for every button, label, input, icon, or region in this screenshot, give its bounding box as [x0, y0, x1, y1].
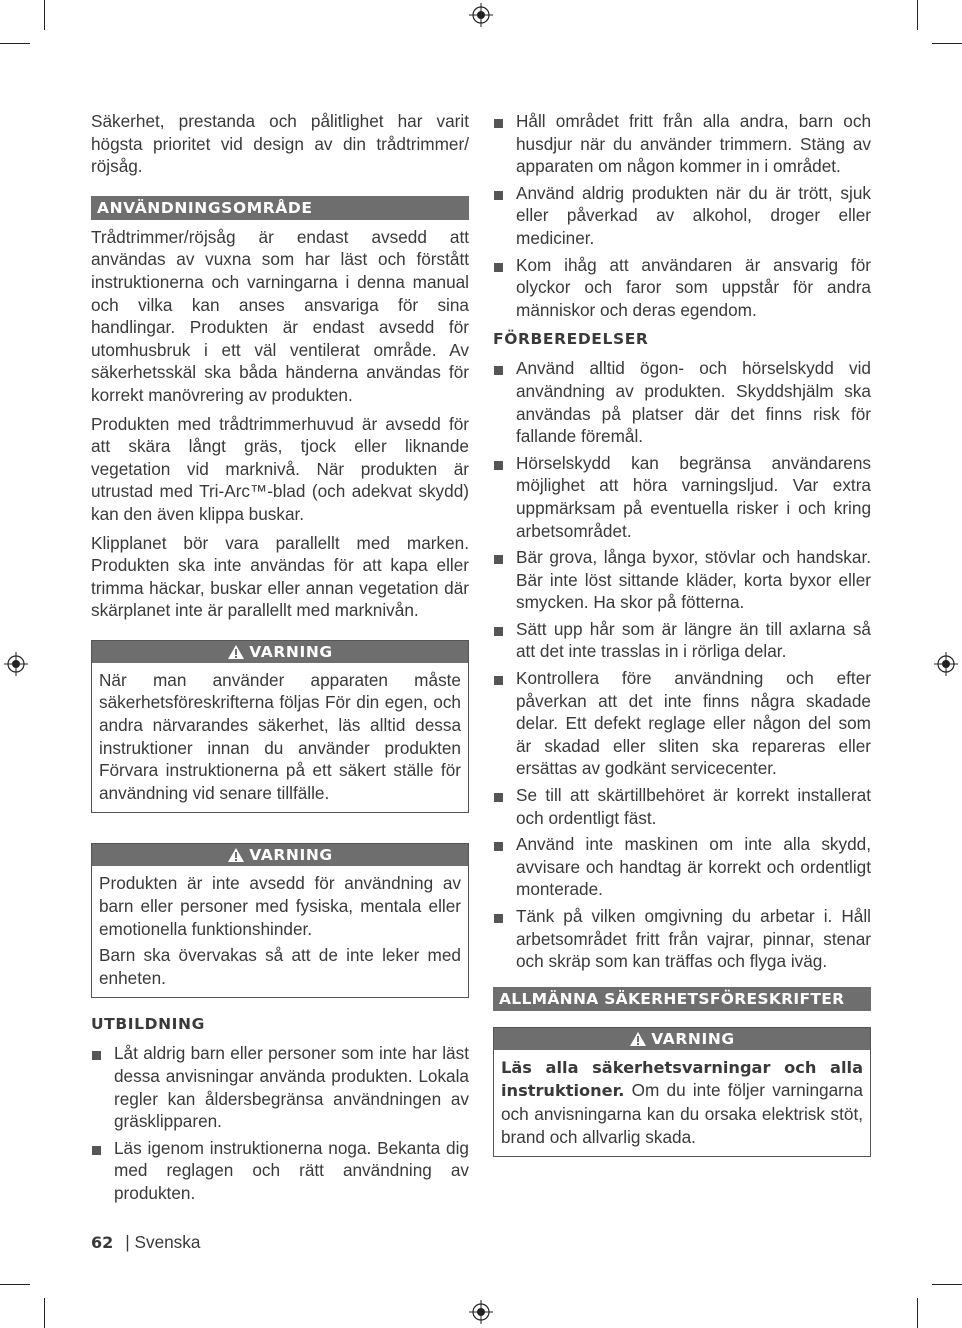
preparations-list — [493, 357, 871, 972]
warning-title: VARNING — [651, 1029, 735, 1048]
warning-box-2 — [91, 843, 469, 998]
crop-mark — [44, 1298, 45, 1328]
list-item: Bär grova, långa byxor, stövlar och handskar. Bär inte löst sittande kläder, korta byxor eller smycken. Ha skor på fötterna. — [493, 546, 871, 614]
list-item: Låt aldrig barn eller personer som inte har läst dessa anvisningar använda produkten. Lokala regler kan åldersbegränsa användningen av gräsklipparen. — [91, 1042, 469, 1132]
warning-3-rest: Om du inte följer varningarna och anvisningarna kan du orsaka elektrisk stöt, brand och allvarlig skada. — [501, 1080, 863, 1147]
page-footer — [91, 1232, 200, 1253]
usage-paragraph-3: Klipplanet bör vara parallellt med marken. Produkten ska inte användas för att kapa eller trimma häckar, buskar eller annan vegetation där skärplanet inte är parallellt med marknivån. — [91, 532, 469, 621]
list-item: Använd inte maskinen om inte alla skydd, avvisare och handtag är korrekt och ordentligt monterade. — [493, 833, 871, 901]
crop-mark — [932, 43, 962, 44]
bullet-square-icon — [494, 914, 503, 923]
crop-mark — [0, 1284, 30, 1285]
bullet-square-icon — [92, 1146, 101, 1155]
bullet-square-icon — [494, 555, 503, 564]
list-item: Sätt upp hår som är längre än till axlarna så att det inte trasslas in i rörliga delar. — [493, 618, 871, 663]
bullet-square-icon — [494, 627, 503, 636]
list-item: Läs igenom instruktionerna noga. Bekanta dig med reglagen och rätt användning av produkten. — [91, 1137, 469, 1205]
warning-header — [92, 641, 468, 663]
bullet-square-icon — [494, 119, 503, 128]
list-item: Se till att skärtillbehöret är korrekt installerat och ordentligt fäst. — [493, 784, 871, 829]
list-item: Hörselskydd kan begränsa användarens möjlighet att höra varningsljud. Var extra uppmärksam på eventuella risker i och kring arbetsområdet. — [493, 452, 871, 542]
crop-mark — [917, 0, 918, 30]
bullet-square-icon — [494, 793, 503, 802]
registration-mark-icon — [469, 1300, 493, 1324]
list-item: Tänk på vilken omgivning du arbetar i. Håll arbetsområdet fritt från vajrar, pinnar, stenar och skräp som kan träffas och flyga iväg. — [493, 905, 871, 973]
warning-triangle-icon — [227, 847, 245, 863]
section-heading-usage: ANVÄNDNINGSOMRÅDE — [91, 196, 469, 220]
section-heading-training: UTBILDNING — [91, 1015, 205, 1034]
left-column — [91, 110, 469, 1209]
crop-mark — [44, 0, 45, 30]
warning-1-text: När man använder apparaten måste säkerhetsföreskrifterna följas För din egen, och andra närvarandes säkerhet, läs alltid dessa instruktioner innan du använder produkten Förvara instruktionerna på ett säkert ställe för användning vid senare tillfälle. — [99, 669, 461, 803]
list-item: Använd alltid ögon- och hörselskydd vid användning av produkten. Skyddshjälm ska användas på platser där det finns risk för fallande föremål. — [493, 357, 871, 447]
training-list — [91, 1042, 469, 1204]
list-item: Kom ihåg att användaren är ansvarig för olyckor och faror som uppstår för andra människor och deras egendom. — [493, 254, 871, 322]
crop-mark — [917, 1298, 918, 1328]
warning-3-bold-lead: Läs alla säkerhetsvarningar och alla instruktioner. — [501, 1057, 863, 1101]
warning-triangle-icon — [629, 1031, 647, 1047]
registration-mark-icon — [934, 652, 958, 676]
warning-triangle-icon — [227, 644, 245, 660]
registration-mark-icon — [469, 3, 493, 27]
list-item: Håll området fritt från alla andra, barn och husdjur när du använder trimmern. Stäng av apparaten om någon kommer in i området. — [493, 110, 871, 178]
warning-header — [494, 1028, 870, 1050]
page-number: 62 — [91, 1233, 114, 1252]
warning-header — [92, 844, 468, 866]
list-item: Använd aldrig produkten när du är trött, sjuk eller påverkad av alkohol, droger eller mediciner. — [493, 182, 871, 250]
warning-2-text-2: Barn ska övervakas så att de inte leker med enheten. — [99, 945, 461, 988]
warning-box-3 — [493, 1027, 871, 1157]
bullet-square-icon — [494, 461, 503, 470]
section-heading-preparations: FÖRBEREDELSER — [493, 330, 649, 349]
usage-paragraph-1: Trådtrimmer/röjsåg är endast avsedd att användas av vuxna som har läst och förstått instruktionerna och varningarna i denna manual och vilka kan anses ansvariga för sina handlingar. Produkten är endast avsedd för utomhusbruk i ett väl ventilerat område. Av säkerhetsskäl ska båda händerna användas för korrekt manövrering av produkten. — [91, 226, 469, 405]
bullet-square-icon — [494, 366, 503, 375]
bullet-square-icon — [494, 842, 503, 851]
bullet-square-icon — [494, 191, 503, 200]
warning-2-text-1: Produkten är inte avsedd för användning av barn eller personer med fysiska, mentala eller emotionella funktionshinder. — [99, 873, 461, 939]
crop-mark — [932, 1284, 962, 1285]
footer-language: | Svenska — [125, 1232, 201, 1252]
warning-title: VARNING — [249, 642, 333, 661]
warning-3-text — [501, 1056, 863, 1148]
crop-mark — [0, 43, 30, 44]
right-column — [493, 110, 871, 1157]
intro-paragraph: Säkerhet, prestanda och pålitlighet har varit högsta prioritet vid design av din trådtrimmer/ röjsåg. — [91, 111, 469, 177]
registration-mark-icon — [4, 652, 28, 676]
top-safety-list — [493, 110, 871, 321]
bullet-square-icon — [92, 1051, 101, 1060]
usage-paragraph-2: Produkten med trådtrimmerhuvud är avsedd för att skära långt gräs, tjock eller liknande vegetation vid marknivå. När produkten är utrustad med Tri-Arc™-blad (och adekvat skydd) kan den även klippa buskar. — [91, 413, 469, 524]
bullet-square-icon — [494, 263, 503, 272]
warning-title: VARNING — [249, 846, 333, 865]
bullet-square-icon — [494, 676, 503, 685]
section-heading-general-safety: ALLMÄNNA SÄKERHETSFÖRESKRIFTER — [493, 987, 871, 1011]
list-item: Kontrollera före användning och efter påverkan att det inte finns några skadade delar. Ett defekt reglage eller någon del som är skadad eller sliten ska repareras eller ersättas av godkänt servicecenter. — [493, 667, 871, 780]
warning-box-1 — [91, 640, 469, 814]
